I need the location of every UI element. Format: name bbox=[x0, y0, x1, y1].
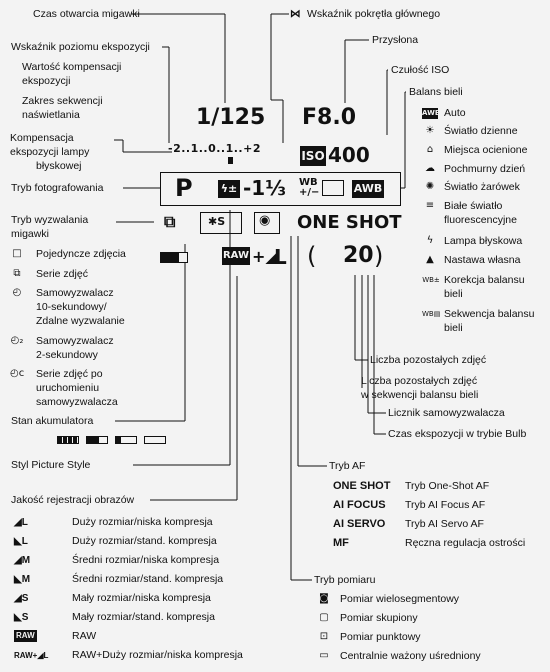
wb-item-label: bieli bbox=[444, 288, 463, 300]
metering-item-label: Pomiar skupiony bbox=[340, 612, 418, 624]
dial-label: Wskaźnik pokrętła głównego bbox=[307, 8, 441, 20]
lcd-drive-icon: ⧉ bbox=[164, 212, 176, 231]
wb-item-label: Auto bbox=[444, 107, 466, 119]
remaining-label: Liczba pozostałych zdjęć bbox=[370, 354, 487, 366]
quality-icon: ◢L bbox=[14, 517, 28, 528]
quality-icon: ◣S bbox=[14, 612, 29, 623]
exp-comp-label-1: Wartość kompensacji bbox=[22, 61, 122, 73]
lcd-exp-comp: -1⅓ bbox=[243, 176, 286, 200]
drive-label-1: Tryb wyzwalania bbox=[11, 214, 89, 226]
quality-item-label: Duży rozmiar/niska kompresja bbox=[72, 516, 213, 528]
flash-comp-label-3: błyskowej bbox=[36, 160, 82, 172]
partial-metering-icon: ▢ bbox=[319, 612, 329, 623]
drive-mode-label: samowyzwalacza bbox=[36, 396, 118, 408]
metering-item-label: Pomiar punktowy bbox=[340, 631, 421, 643]
remaining-bracket-label-2: w sekwencji balansu bieli bbox=[361, 389, 479, 401]
cloudy-icon: ☁ bbox=[425, 163, 435, 174]
shooting-mode-label: Tryb fotografowania bbox=[11, 182, 104, 194]
center-weighted-metering-icon: ▭ bbox=[319, 650, 329, 661]
af-mode-key: AI SERVO bbox=[333, 518, 386, 530]
awb-icon: AWB bbox=[422, 109, 441, 117]
quality-item-label: Duży rozmiar/stand. kompresja bbox=[72, 535, 217, 547]
spot-metering-icon: ⊡ bbox=[319, 631, 329, 642]
wb-item-label: Światło żarówek bbox=[444, 181, 520, 193]
dial-icon: ⋈ bbox=[290, 8, 301, 20]
quality-item-label: Mały rozmiar/stand. kompresja bbox=[72, 611, 215, 623]
wb-item-label: Światło dzienne bbox=[444, 125, 518, 137]
wb-item-label: Pochmurny dzień bbox=[444, 163, 526, 175]
battery-medium-icon bbox=[86, 436, 108, 444]
lcd-wb-shift-icon: WB +/− bbox=[299, 177, 320, 198]
picture-style-label: Styl Picture Style bbox=[11, 459, 91, 471]
wb-item-label: Sekwencja balansu bbox=[444, 308, 535, 320]
flash-icon: ϟ bbox=[426, 235, 434, 246]
lcd-wb-bracket-icon bbox=[322, 180, 344, 196]
self-timer-2-icon: ◴₂ bbox=[10, 335, 24, 346]
remaining-bracket-label-1: Liczba pozostałych zdjęć bbox=[361, 375, 478, 387]
lcd-exposure-scale: -2..1..0..1..+2 bbox=[168, 142, 261, 155]
lcd-iso-value: 400 bbox=[328, 143, 370, 167]
aperture-label: Przysłona bbox=[372, 34, 419, 46]
evaluative-metering-icon: ◙ bbox=[319, 593, 329, 604]
battery-empty-icon bbox=[144, 436, 166, 444]
wb-item-label: Białe światło bbox=[444, 200, 503, 212]
battery-label: Stan akumulatora bbox=[11, 415, 94, 427]
lcd-af-mode: ONE SHOT bbox=[297, 212, 402, 233]
quality-icon: ◢S bbox=[14, 593, 29, 604]
self-timer-10-icon: ◴ bbox=[12, 287, 22, 298]
quality-item-label: RAW+Duży rozmiar/niska kompresja bbox=[72, 649, 243, 661]
wb-item-label: Lampa błyskowa bbox=[444, 235, 523, 247]
wb-item-label: Korekcja balansu bbox=[444, 274, 525, 286]
af-mode-label: Tryb AF bbox=[329, 460, 366, 472]
bracket-label-2: naświetlania bbox=[22, 109, 80, 121]
continuous-icon: ⧉ bbox=[13, 268, 21, 279]
lcd-iso-badge: ISO bbox=[300, 146, 326, 166]
single-shot-icon: □ bbox=[12, 248, 22, 259]
bulb-label: Czas ekspozycji w trybie Bulb bbox=[388, 428, 527, 440]
self-timer-continuous-icon: ◴c bbox=[10, 368, 25, 379]
drive-mode-label: 10-sekundowy/ bbox=[36, 301, 107, 313]
lcd-shutter-value: 1/125 bbox=[196, 105, 266, 130]
metering-label: Tryb pomiaru bbox=[314, 574, 376, 586]
lcd-battery-icon bbox=[160, 252, 188, 263]
raw-icon: RAW bbox=[16, 631, 35, 640]
wb-item-label: bieli bbox=[444, 322, 463, 334]
wb-item-label: Nastawa własna bbox=[444, 254, 521, 266]
af-mode-desc: Tryb AI Servo AF bbox=[405, 518, 484, 530]
af-mode-desc: Tryb One-Shot AF bbox=[405, 480, 490, 492]
exposure-level-label: Wskaźnik poziomu ekspozycji bbox=[11, 41, 150, 53]
battery-low-icon bbox=[115, 436, 137, 444]
exp-comp-label-2: ekspozycji bbox=[22, 75, 71, 87]
flash-comp-label-1: Kompensacja bbox=[10, 132, 74, 144]
lcd-quality-letter: L bbox=[274, 245, 287, 269]
daylight-icon: ☀ bbox=[425, 125, 435, 136]
raw-plus-large-icon: RAW+◢L bbox=[14, 651, 49, 660]
custom-wb-icon: ▲ bbox=[426, 254, 434, 265]
quality-item-label: Średni rozmiar/stand. kompresja bbox=[72, 573, 224, 585]
quality-icon: ◢M bbox=[14, 555, 31, 566]
lcd-paren-right: ) bbox=[374, 242, 384, 270]
self-timer-label: Licznik samowyzwalacza bbox=[388, 407, 505, 419]
drive-mode-label: Samowyzwalacz bbox=[36, 335, 114, 347]
flash-comp-icon: ϟ± bbox=[218, 180, 240, 198]
lcd-aperture-value: F8.0 bbox=[302, 105, 357, 130]
wb-bracket-icon: WB▤ bbox=[422, 310, 441, 318]
quality-icon: ◣M bbox=[14, 574, 31, 585]
lcd-raw-icon: RAW bbox=[222, 247, 250, 265]
wb-label: Balans bieli bbox=[409, 86, 463, 98]
drive-mode-label: uruchomieniu bbox=[36, 382, 100, 394]
quality-item-label: Średni rozmiar/niska kompresja bbox=[72, 554, 220, 566]
drive-label-2: migawki bbox=[11, 228, 49, 240]
battery-full-icon bbox=[57, 436, 79, 444]
tungsten-icon: ✺ bbox=[425, 181, 435, 192]
lcd-awb-icon: AWB bbox=[352, 180, 384, 198]
metering-item-label: Pomiar wielosegmentowy bbox=[340, 593, 460, 605]
quality-item-label: Mały rozmiar/niska kompresja bbox=[72, 592, 211, 604]
quality-label: Jakość rejestracji obrazów bbox=[11, 494, 135, 506]
drive-mode-label: Serie zdjęć po bbox=[36, 368, 103, 380]
quality-icon: ◣L bbox=[14, 536, 28, 547]
drive-mode-label: Serie zdjęć bbox=[36, 268, 88, 280]
af-mode-desc: Ręczna regulacja ostrości bbox=[405, 537, 526, 549]
af-mode-key: ONE SHOT bbox=[333, 480, 391, 492]
drive-mode-label: Samowyzwalacz bbox=[36, 287, 114, 299]
wb-item-label: Miejsca ocienione bbox=[444, 144, 528, 156]
quality-item-label: RAW bbox=[72, 630, 97, 642]
drive-mode-label: Pojedyncze zdjęcia bbox=[36, 248, 126, 260]
flash-comp-label-2: ekspozycji lampy bbox=[10, 146, 90, 158]
metering-eye-icon: ◉ bbox=[259, 213, 271, 228]
lcd-mode: P bbox=[175, 174, 193, 202]
bracket-label-1: Zakres sekwencji bbox=[22, 95, 103, 107]
iso-label: Czułość ISO bbox=[391, 64, 450, 76]
metering-item-label: Centralnie ważony uśredniony bbox=[340, 650, 481, 662]
af-mode-key: AI FOCUS bbox=[333, 499, 386, 511]
drive-mode-label: Zdalne wyzwalanie bbox=[36, 315, 125, 327]
fluorescent-icon: ≡ bbox=[425, 200, 435, 211]
lcd-picture-style-glyph: ✱S bbox=[208, 215, 226, 228]
af-mode-desc: Tryb AI Focus AF bbox=[405, 499, 486, 511]
drive-mode-label: 2-sekundowy bbox=[36, 349, 98, 361]
af-mode-key: MF bbox=[333, 537, 349, 549]
lcd-paren-left: ( bbox=[307, 242, 317, 270]
wb-correction-icon: WB± bbox=[422, 276, 440, 284]
lcd-quality-icon: +◢ bbox=[252, 247, 278, 266]
shade-icon: ⌂ bbox=[426, 144, 434, 155]
wb-item-label: fluorescencyjne bbox=[444, 214, 517, 226]
lcd-shots-remaining: 20 bbox=[343, 243, 374, 268]
shutter-label: Czas otwarcia migawki bbox=[33, 8, 140, 20]
